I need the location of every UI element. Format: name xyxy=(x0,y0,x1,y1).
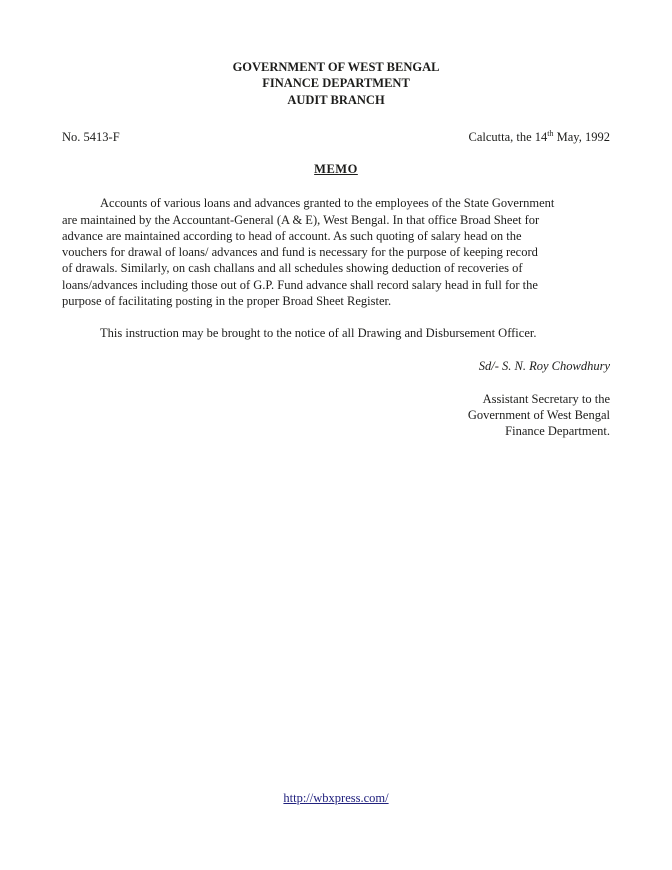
memo-title: MEMO xyxy=(314,162,358,176)
body-line: Accounts of various loans and advances granted to the employees of the State Government xyxy=(100,196,555,211)
letterhead xyxy=(62,59,610,108)
signatory-designation-line: Finance Department. xyxy=(505,424,610,438)
body-line: of drawals. Similarly, on cash challans and all schedules showing deduction of recoveries of xyxy=(62,261,523,276)
footer-link[interactable]: http://wbxpress.com/ xyxy=(283,791,389,805)
signatory-designation-line: Government of West Bengal xyxy=(467,407,610,422)
letterhead-department-line: FINANCE DEPARTMENT xyxy=(262,76,410,91)
memo-number: No. 5413-F xyxy=(62,129,120,144)
footer xyxy=(0,790,672,806)
memo-title-row xyxy=(62,161,610,177)
memo-place-date xyxy=(468,129,610,145)
signatory-designation-line: Assistant Secretary to the xyxy=(482,391,610,406)
letterhead-government-line: GOVERNMENT OF WEST BENGAL xyxy=(232,60,440,74)
body-line: advance are maintained according to head of account. As such quoting of salary head on the xyxy=(62,228,522,243)
letterhead-branch-line: AUDIT BRANCH xyxy=(287,92,385,107)
body-line: loans/advances including those out of G.P. Fund advance shall record salary head in full for the xyxy=(62,277,538,292)
body-line: vouchers for drawal of loans/ advances and fund is necessary for the purpose of keeping record xyxy=(62,245,538,259)
body-line: purpose of facilitating posting in the proper Broad Sheet Register. xyxy=(62,293,392,308)
date-prefix: Calcutta, the 14 xyxy=(468,129,548,144)
body-line: are maintained by the Accountant-General (A & E), West Bengal. In that office Broad Sheet for xyxy=(62,212,540,227)
closing-instruction xyxy=(62,325,610,341)
body-paragraph xyxy=(62,195,610,309)
signatory-designation xyxy=(62,391,610,440)
reference-row xyxy=(62,129,610,145)
signature-sd-line: Sd/- S. N. Roy Chowdhury xyxy=(478,359,610,374)
date-ordinal-superscript: th xyxy=(547,128,554,138)
date-suffix: May, 1992 xyxy=(553,129,610,144)
closing-instruction-line: This instruction may be brought to the notice of all Drawing and Disbursement Officer. xyxy=(100,326,537,340)
